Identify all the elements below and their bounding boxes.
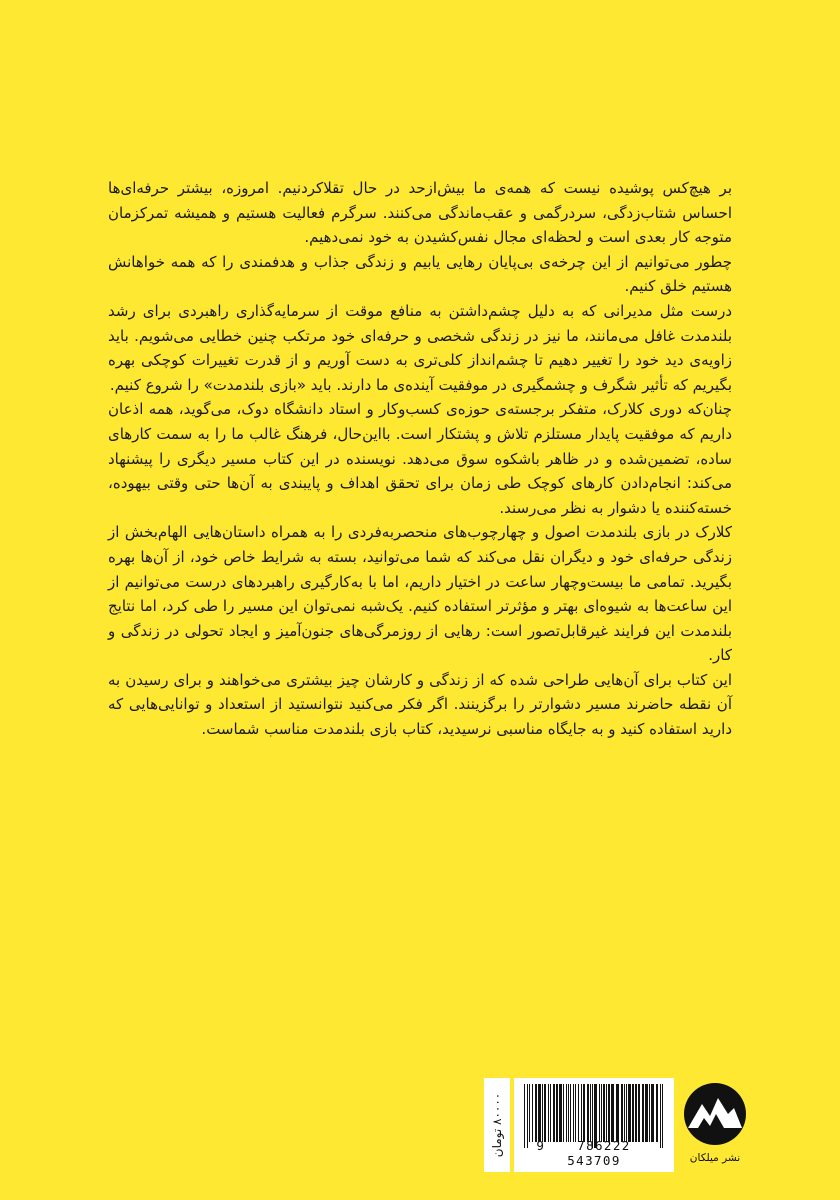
- barcode-bar: [656, 1084, 658, 1142]
- blurb-paragraph: درست مثل مدیرانی که به دلیل چشم‌داشتن به منافع موقت از سرمایه‌گذاری راهبردی برای رشد بلندمدت غافل می‌مانند، ما نیز در زندگی شخصی و حرفه‌ای خود مرتکب چنین خطایی می‌شویم. باید زاویه‌ی دید خود را تغییر دهیم تا چشم‌انداز کلی‌تری به دست آوریم و از قدرت تغییرات کوچکی بهره بگیریم که تأثیر شگرف و چشمگیری در موفقیت آینده‌ی ما دارند. باید «بازی بلندمدت» را شروع کنیم.: [108, 301, 732, 394]
- publisher-logo: [680, 1078, 750, 1172]
- barcode-bar: [638, 1084, 640, 1142]
- barcode-bar: [611, 1084, 614, 1142]
- barcode-bar: [583, 1084, 585, 1142]
- blurb-text: [108, 176, 732, 742]
- isbn-group-1: 786222: [577, 1138, 631, 1153]
- barcode-bar: [544, 1084, 546, 1142]
- barcode-bar: [606, 1084, 607, 1142]
- barcode-bar: [626, 1084, 627, 1142]
- barcode-bar: [550, 1084, 551, 1142]
- barcode-bar: [570, 1084, 571, 1142]
- isbn-lead-digit: 9: [536, 1138, 546, 1153]
- barcode-bar: [632, 1084, 634, 1142]
- barcode-bar: [628, 1084, 631, 1142]
- isbn-barcode: [514, 1078, 674, 1172]
- barcode-bar: [608, 1084, 610, 1142]
- barcode-bar: [556, 1084, 558, 1142]
- barcode-bar: [599, 1084, 600, 1142]
- blurb-paragraph: بر هیچ‌کس پوشیده نیست که همه‌ی ما بیش‌ازحد در حال تقلاکردنیم. امروزه، بیشتر حرفه‌ای‌ها احساس شتاب‌زدگی، سردرگمی و عقب‌ماندگی می‌کنند. سرگرم فعالیت هستیم و همیشه تمرکزمان متوجه کار بعدی است و لحظه‌ای مجال نفس‌کشیدن به خود نمی‌دهیم.: [108, 179, 732, 247]
- barcode-bar: [548, 1084, 549, 1142]
- barcode-bar: [532, 1084, 533, 1142]
- barcode-bar: [575, 1084, 576, 1142]
- barcode-bar: [590, 1084, 591, 1142]
- barcode-bar: [538, 1084, 541, 1142]
- mountains-circle-icon: [680, 1078, 750, 1152]
- barcode-bar: [573, 1084, 574, 1142]
- barcode-bar: [559, 1084, 562, 1142]
- barcode-bar: [603, 1084, 605, 1142]
- barcode-bar: [635, 1084, 637, 1142]
- blurb-paragraph: چنان‌که دوری کلارک، متفکر برجسته‌ی حوزه‌ی کسب‌وکار و استاد دانشگاه دوک، می‌گوید، همه اذعان داریم که موفقیت پایدار مستلزم تلاش و پشتکار است. بااین‌حال، فرهنگ غالب ما را به سمت کارهای ساده، تضمین‌شده و در ظاهر باشکوه سوق می‌دهد. نویسنده در این کتاب مسیر دیگری را پیشنهاد می‌کند: انجام‌دادن کارهای کوچک طی زمان برای تحقق اهداف و پایبندی به آن‌ها حتی وقتی بیهوده، خسته‌کننده یا دشوار به نظر می‌رسند.: [108, 400, 732, 517]
- barcode-bar: [529, 1084, 530, 1142]
- barcode-bar: [642, 1084, 644, 1142]
- price-label-box: [484, 1078, 510, 1172]
- price-text: ۸۰۰۰۰ تومان: [490, 1092, 504, 1158]
- blurb-paragraph: این کتاب برای آن‌هایی طراحی شده که از زندگی و کارشان چیز بیشتری می‌خواهند و برای رسیدن به آن نقطه حاضرند مسیر دشوارتر را برگزینند. اگر فکر می‌کنید نتوانستید از استعداد و توانایی‌هایی که دارید استفاده کنید و به جایگاه مناسبی نرسیدید، کتاب بازی بلندمدت مناسب شماست.: [108, 670, 732, 739]
- bottom-info-strip: [484, 1078, 750, 1172]
- barcode-bar: [616, 1084, 619, 1142]
- barcode-bar: [651, 1084, 654, 1142]
- isbn-group-2: 543709: [567, 1153, 621, 1168]
- barcode-bar: [621, 1084, 623, 1142]
- barcode-bar: [566, 1084, 567, 1142]
- barcode-bar: [542, 1084, 543, 1142]
- barcode-bar: [578, 1084, 579, 1142]
- barcode-bar: [587, 1084, 589, 1142]
- isbn-digits: [514, 1138, 674, 1168]
- publisher-name: نشر میلکان: [689, 1152, 741, 1164]
- barcode-bar: [568, 1084, 569, 1142]
- barcode-bar: [601, 1084, 602, 1142]
- barcode-bar: [649, 1084, 650, 1142]
- barcode-bar: [553, 1084, 555, 1142]
- barcode-bar: [581, 1084, 582, 1142]
- barcode-bar: [624, 1084, 625, 1142]
- barcode-bar: [645, 1084, 648, 1142]
- blurb-paragraph: چطور می‌توانیم از این چرخه‌ی بی‌پایان رهایی یابیم و زندگی جذاب و هدفمندی را که همه خواهانش هستیم خلق کنیم.: [108, 252, 732, 296]
- barcode-bar: [563, 1084, 564, 1142]
- blurb-paragraph: کلارک در بازی بلندمدت اصول و چهارچوب‌های منحصربه‌فردی را به همراه داستان‌هایی الهام‌بخش از زندگی حرفه‌ای خود و دیگران نقل می‌کند که شما می‌توانید، بسته به شرایط خاص خود، از آن‌ها بهره بگیرید. تمامی ما بیست‌وچهار ساعت در اختیار داریم، اما با به‌کارگیری راهبردهای درست می‌توانیم از این ساعت‌ها به شیوه‌ای بهتر و مؤثرتر استفاده کنیم. یک‌شبه نمی‌توان این مسیر را طی کرد، اما نتایج بلندمدت این فرایند غیرقابل‌تصور است: رهایی از روزمرگی‌های جنون‌آمیز و ایجاد تحولی در زندگی و کار.: [108, 523, 732, 665]
- barcode-bar: [535, 1084, 537, 1142]
